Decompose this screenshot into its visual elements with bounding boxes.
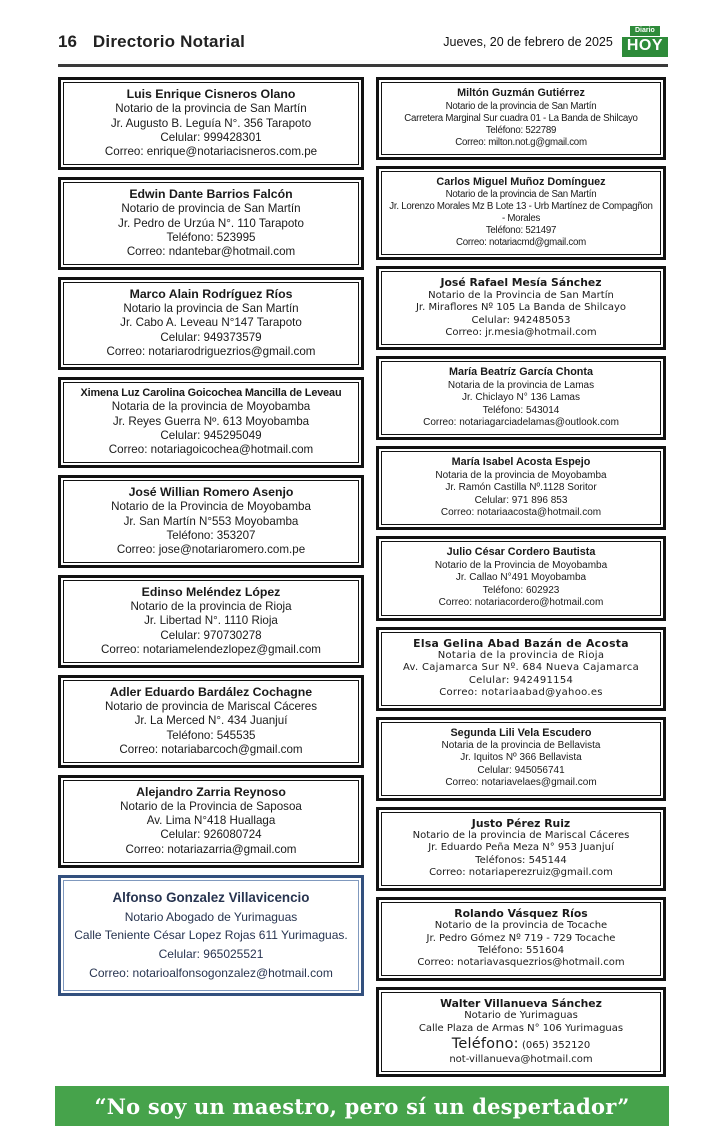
notary-card	[58, 675, 364, 768]
notary-card-inner	[63, 82, 359, 165]
notary-detail-line: Celular: 942485053	[471, 314, 571, 326]
notary-detail-line: Correo: notariacordero@hotmail.com	[438, 597, 604, 609]
notary-card	[58, 177, 364, 270]
notary-card-inner	[63, 382, 359, 463]
notary-card-inner	[381, 171, 661, 256]
notary-detail-line: Jr. Iquitos Nº 366 Bellavista	[460, 752, 582, 764]
directory-left-column	[58, 77, 364, 1002]
notary-name: Edinso Meléndez López	[141, 584, 281, 599]
notary-detail-line: Jr. Libertad N°. 1110 Rioja	[144, 614, 278, 628]
notary-detail-line: Calle Teniente César Lopez Rojas 611 Yurimaguas.	[74, 928, 348, 943]
notary-card	[58, 475, 364, 568]
notary-card	[376, 717, 666, 801]
notary-name: José Willian Romero Asenjo	[128, 485, 294, 500]
notary-detail-line: Notaria de la provincia de Bellavista	[441, 740, 601, 752]
notary-detail-line: Teléfono: 545535	[166, 728, 256, 742]
notary-detail-line: Correo: notariacmd@gmail.com	[456, 237, 586, 249]
notary-detail-line: - Morales	[501, 213, 541, 225]
notary-detail-line: Correo: notariaacosta@hotmail.com	[440, 507, 602, 519]
logo-diario-label: Diario	[630, 26, 660, 36]
notary-name: Julio César Cordero Bautista	[446, 546, 596, 559]
edition-date: Jueves, 20 de febrero de 2025	[443, 34, 613, 49]
notary-detail-line: Notaria de la provincia de Lamas	[447, 379, 595, 391]
notary-card-inner	[63, 680, 359, 763]
directory-columns	[58, 77, 668, 1083]
notary-card	[376, 536, 666, 620]
notary-card	[376, 446, 666, 530]
notary-detail-line: Notario de la Provincia de Saposoa	[120, 800, 302, 814]
notary-card	[58, 277, 364, 370]
notary-detail-line: Jr. Cabo A. Leveau N°147 Tarapoto	[120, 316, 302, 330]
diario-hoy-logo	[622, 26, 668, 57]
notary-name: Elsa Gelina Abad Bazán de Acosta	[413, 636, 629, 650]
notary-name: Edwin Dante Barrios Falcón	[129, 187, 293, 201]
notary-card	[376, 897, 666, 981]
notary-card-inner	[381, 902, 661, 976]
notary-detail-line: Teléfono: 523995	[166, 230, 256, 244]
notary-name: Marco Alain Rodríguez Ríos	[129, 286, 293, 301]
notary-detail-line: Jr. Pedro Gómez Nº 719 - 729 Tocache	[426, 932, 616, 944]
notary-detail-line: Correo: ndantebar@hotmail.com	[126, 244, 296, 258]
notary-detail-line: Correo: notariabarcoch@gmail.com	[119, 742, 303, 756]
notary-card	[376, 266, 666, 350]
notary-detail-line: Notaria de la provincia de Rioja	[437, 650, 605, 661]
notary-detail-line: Notario de provincia de Mariscal Cáceres	[105, 700, 317, 714]
notary-detail-line: Notario de la provincia de San Martín	[445, 100, 597, 112]
notary-detail-line: Notario de la provincia de San Martín	[115, 102, 307, 116]
notary-detail-line: Jr. Lorenzo Morales Mz B Lote 13 - Urb Martínez de Compagñon	[389, 201, 653, 213]
notary-card	[376, 627, 666, 711]
notary-detail-line: Correo: jr.mesia@hotmail.com	[445, 326, 597, 338]
notary-card-inner	[381, 271, 661, 345]
notary-card	[376, 807, 666, 891]
notary-card-inner	[63, 880, 359, 991]
notary-detail-line: Correo: notariagoicochea@hotmail.com	[108, 442, 314, 456]
notary-detail-line: Notaria de la provincia de Moyobamba	[111, 400, 311, 414]
notary-detail-line: Calle Plaza de Armas N° 106 Yurimaguas	[418, 1022, 624, 1034]
notary-detail-line: Correo: enrique@notariacisneros.com.pe	[104, 144, 318, 158]
notary-name: Walter Villanueva Sánchez	[440, 996, 602, 1010]
notary-card	[58, 575, 364, 668]
notary-name: Ximena Luz Carolina Goicochea Mancilla de Leveau	[80, 386, 342, 399]
notary-card-inner	[63, 282, 359, 365]
notary-detail-line: Jr. Chiclayo N° 136 Lamas	[462, 392, 580, 404]
notary-detail-line: Teléfono: 543014	[482, 404, 560, 416]
notary-detail-line: Jr. Reyes Guerra Nº. 613 Moyobamba	[112, 414, 310, 428]
notary-detail-line: Correo: milton.not.g@gmail.com	[455, 136, 587, 148]
notary-detail-line: Notario Abogado de Yurimaguas	[124, 909, 298, 924]
page-title: Directorio Notarial	[92, 31, 246, 51]
quote-banner	[55, 1086, 669, 1126]
notary-detail-line: Correo: notariaperezruiz@gmail.com	[429, 867, 613, 879]
notary-detail-line: Jr. Miraflores Nº 105 La Banda de Shilcayo	[415, 302, 627, 314]
notary-detail-line: Correo: notariazarria@gmail.com	[125, 842, 297, 856]
directory-right-column	[376, 77, 666, 1083]
notary-phone-line	[384, 1036, 658, 1054]
notary-detail-line: Jr. Eduardo Peña Meza N° 953 Juanjuí	[428, 842, 614, 854]
notary-name: Carlos Miguel Muñoz Domínguez	[436, 175, 606, 188]
page-header	[58, 26, 668, 57]
phone-number: (065) 352120	[521, 1039, 591, 1051]
logo-hoy-label: HOY	[622, 37, 668, 57]
notary-card-inner	[381, 361, 661, 435]
notary-detail-line: Correo: notariagarciadelamas@outlook.com	[423, 417, 619, 429]
notary-detail-line: Correo: notariavelaes@gmail.com	[445, 777, 597, 789]
notary-detail-line: Notario de la provincia de Tocache	[434, 920, 608, 932]
notary-name: Alejandro Zarria Reynoso	[136, 784, 286, 799]
notary-detail-line: Correo: notariavasquezrios@hotmail.com	[417, 957, 625, 969]
notary-card-inner	[381, 722, 661, 796]
notary-detail-line: Notario de la provincia de San Martín	[445, 189, 597, 201]
notary-detail-line: Teléfono: 521497	[485, 225, 557, 237]
notary-detail-line: Celular: 965025521	[158, 947, 264, 962]
notary-card	[58, 875, 364, 996]
notary-detail-line: Av. Cajamarca Sur Nº. 684 Nueva Cajamarca	[402, 662, 640, 674]
notary-card-inner	[381, 541, 661, 615]
notary-detail-line: Notario de la Provincia de Moyobamba	[111, 500, 311, 514]
notary-card	[58, 77, 364, 170]
notary-detail-line: Teléfono: 353207	[166, 528, 256, 542]
notary-card-inner	[63, 182, 359, 265]
notary-detail-line: Celular: 970730278	[160, 628, 262, 642]
notary-name: Segunda Lili Vela Escudero	[450, 726, 592, 739]
masthead-right	[443, 26, 668, 57]
notary-name: Adler Eduardo Bardález Cochagne	[109, 684, 313, 699]
notary-detail-line: Notario la provincia de San Martín	[123, 302, 299, 316]
quote-text: “No soy un maestro, pero sí un despertador”	[94, 1093, 630, 1119]
notary-detail-line: Celular: 971 896 853	[474, 494, 568, 506]
notary-detail-line: Teléfono: 522789	[485, 124, 557, 136]
phone-label: Teléfono:	[451, 1035, 519, 1052]
notary-card-inner	[381, 451, 661, 525]
notary-detail-line: Celular: 949373579	[160, 330, 262, 344]
notary-card-inner	[63, 780, 359, 863]
notary-detail-line: Carretera Marginal Sur cuadra 01 - La Banda de Shilcayo	[404, 112, 638, 124]
notary-name: Luis Enrique Cisneros Olano	[126, 87, 296, 102]
notary-detail-line: Notario de la Provincia de Moyobamba	[434, 559, 608, 571]
notary-detail-line: Correo: notarioalfonsogonzalez@hotmail.com	[89, 965, 333, 980]
notary-card-inner	[63, 580, 359, 663]
notary-detail-line: Notario de Yurimaguas	[464, 1010, 578, 1022]
notary-name: José Rafael Mesía Sánchez	[440, 276, 602, 290]
notary-detail-line: Correo: notariamelendezlopez@gmail.com	[101, 642, 321, 656]
header-divider	[58, 64, 668, 67]
notary-card-inner	[381, 992, 661, 1073]
notary-detail-line: Celular: 999428301	[160, 130, 262, 144]
notary-card	[58, 775, 364, 868]
notary-name: Rolando Vásquez Ríos	[454, 906, 588, 920]
notary-detail-line: Teléfono: 551604	[477, 944, 565, 956]
notary-name: María Isabel Acosta Espejo	[451, 456, 591, 469]
notary-name: Miltón Guzmán Gutiérrez	[457, 87, 585, 100]
notary-card-inner	[381, 82, 661, 155]
notary-detail-line: Teléfono: 602923	[482, 584, 560, 596]
notary-detail-line: Av. Lima N°418 Huallaga	[146, 814, 276, 828]
notary-card	[376, 356, 666, 440]
notary-detail-line: Jr. Ramón Castilla Nº.1128 Soritor	[445, 482, 597, 494]
notary-detail-line: Celular: 942491154	[468, 674, 574, 686]
notary-detail-line: Celular: 945056741	[477, 764, 565, 776]
notary-detail-line: Correo: notariaabad@yahoo.es	[439, 687, 603, 699]
notary-card	[376, 166, 666, 261]
notary-detail-line: Correo: notariarodriguezrios@gmail.com	[106, 344, 316, 358]
notary-detail-line: Notario de la Provincia de San Martín	[428, 289, 614, 301]
notary-card	[376, 77, 666, 160]
notary-detail-line: Teléfonos: 545144	[475, 854, 567, 866]
notary-card-inner	[381, 632, 661, 706]
notary-card-inner	[381, 812, 661, 886]
notary-detail-line: Correo: jose@notariaromero.com.pe	[116, 542, 306, 556]
notary-detail-line: Jr. La Merced N°. 434 Juanjuí	[134, 714, 288, 728]
notary-detail-line: Notario de la provincia de Mariscal Cáceres	[412, 830, 630, 842]
notary-detail-line: Notario de la provincia de Rioja	[130, 600, 292, 614]
notary-name: Justo Pérez Ruiz	[471, 816, 571, 830]
notary-name: Alfonso Gonzalez Villavicencio	[112, 889, 310, 905]
notary-detail-line: Jr. Augusto B. Leguía N°. 356 Tarapoto	[110, 116, 312, 130]
notary-card-inner	[63, 480, 359, 563]
notary-detail-line: Jr. San Martín N°553 Moyobamba	[123, 514, 299, 528]
notary-card	[58, 377, 364, 468]
page-number: 16	[58, 31, 77, 51]
notary-detail-line: Celular: 926080724	[160, 828, 262, 842]
notary-detail-line: Celular: 945295049	[160, 428, 262, 442]
notary-detail-line: Jr. Callao N°491 Moyobamba	[455, 572, 587, 584]
notary-card	[376, 987, 666, 1078]
notary-name: María Beatríz García Chonta	[448, 366, 593, 379]
masthead-left	[58, 32, 245, 52]
notary-detail-line: not-villanueva@hotmail.com	[449, 1053, 593, 1065]
notary-detail-line: Notaria de la provincia de Moyobamba	[435, 469, 607, 481]
notary-detail-line: Notario de provincia de San Martín	[121, 202, 301, 216]
notary-detail-line: Jr. Pedro de Urzúa N°. 110 Tarapoto	[118, 216, 304, 230]
